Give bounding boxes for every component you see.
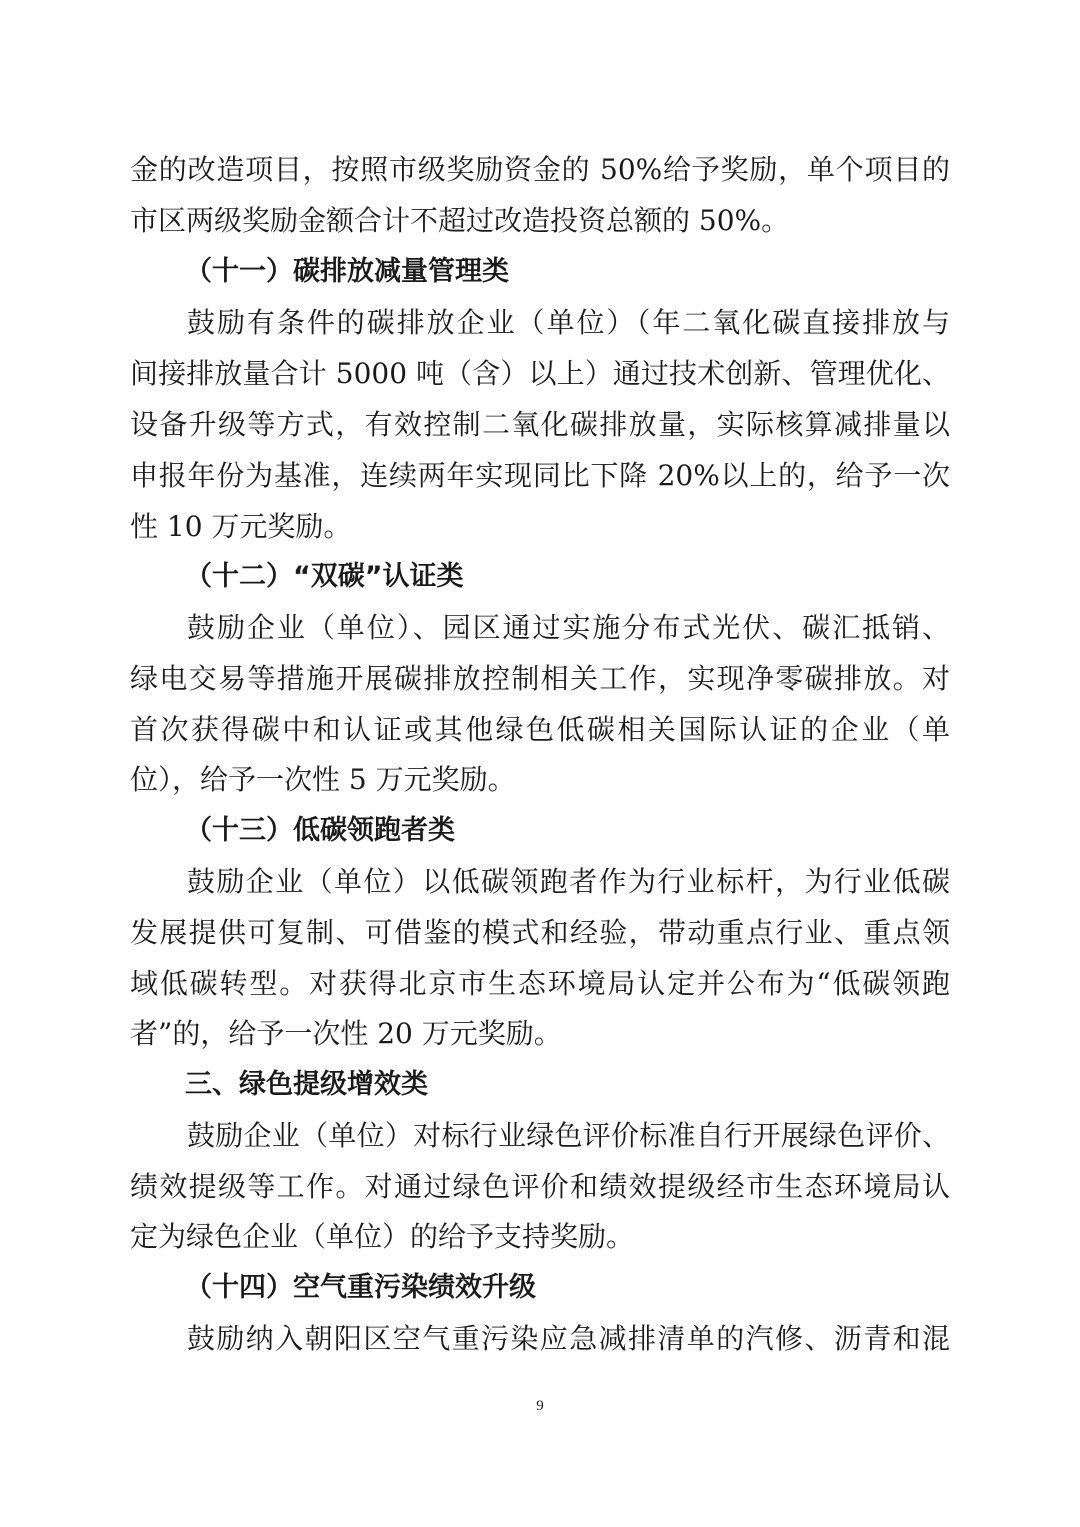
paragraph-line: 首次获得碳中和认证或其他绿色低碳相关国际认证的企业（单 [130,713,950,746]
paragraph-line: 绩效提级等工作。对通过绿色评价和绩效提级经市生态环境局认 [130,1170,950,1203]
paragraph-line: 间接排放量合计 5000 吨（含）以上）通过技术创新、管理优化、 [130,357,950,390]
paragraph-line: 位），给予一次性 5 万元奖励。 [130,763,516,796]
paragraph-line: 域低碳转型。对获得北京市生态环境局认定并公布为“低碳领跑 [130,967,950,1000]
paragraph-line: 鼓励企业（单位）以低碳领跑者作为行业标杆，为行业低碳 [187,865,950,898]
paragraph-line: 市区两级奖励金额合计不超过改造投资总额的 50%。 [130,204,790,237]
paragraph-line: 者”的，给予一次性 20 万元奖励。 [130,1017,562,1050]
paragraph-line: 绿电交易等措施开展碳排放控制相关工作，实现净零碳排放。对 [130,662,950,695]
section-heading: 三、绿色提级增效类 [185,1069,428,1100]
paragraph-line: 鼓励企业（单位）、园区通过实施分布式光伏、碳汇抵销、 [187,611,950,644]
paragraph-line: 定为绿色企业（单位）的给予支持奖励。 [130,1220,635,1253]
section-heading: （十二）“双碳”认证类 [185,561,464,592]
section-heading: （十一）碳排放减量管理类 [185,256,509,287]
page-number: 9 [536,1398,544,1414]
paragraph-line: 鼓励纳入朝阳区空气重污染应急减排清单的汽修、沥青和混 [187,1322,950,1355]
paragraph-line: 申报年份为基准，连续两年实现同比下降 20%以上的，给予一次 [130,459,950,492]
paragraph-line: 性 10 万元奖励。 [130,510,352,543]
paragraph-line: 鼓励有条件的碳排放企业（单位）（年二氧化碳直接排放与 [187,306,950,339]
paragraph-line: 金的改造项目，按照市级奖励资金的 50%给予奖励，单个项目的 [130,153,950,186]
paragraph-line: 发展提供可复制、可借鉴的模式和经验，带动重点行业、重点领 [130,916,950,949]
section-heading: （十四）空气重污染绩效升级 [185,1272,536,1303]
section-heading: （十三）低碳领跑者类 [185,815,455,846]
paragraph-line: 鼓励企业（单位）对标行业绿色评价标准自行开展绿色评价、 [187,1119,950,1152]
paragraph-line: 设备升级等方式，有效控制二氧化碳排放量，实际核算减排量以 [130,408,950,441]
